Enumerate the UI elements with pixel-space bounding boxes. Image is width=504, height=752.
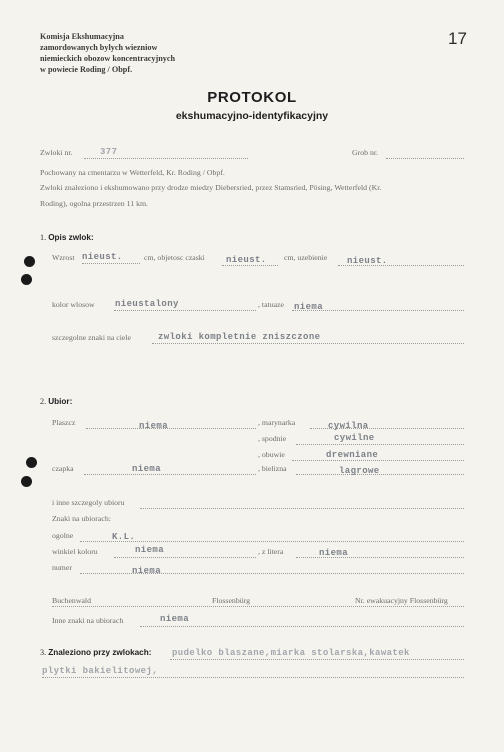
czapka-value: niema [132, 464, 162, 474]
winkiel-line [114, 557, 256, 558]
kolor-label: kolor wlosow [52, 300, 95, 309]
org-line-1: Komisja Ekshumacyjna [40, 32, 124, 41]
tatuaze-label: , tatuaze [258, 300, 284, 309]
litera-value: niema [319, 548, 349, 558]
section-2-heading [40, 397, 72, 406]
spodnie-value: cywilne [334, 433, 375, 443]
ewakuacyjny-label: Nr. ewakuacyjny Flossenbürg [355, 596, 448, 605]
znaki-ciele-label: szczegolne znaki na ciele [52, 333, 132, 342]
section-3-number: 3. [40, 648, 47, 657]
pochowany-text: Pochowany na cmentarzu w Wetterfeld, Kr. Roding / Obpf. [40, 168, 225, 177]
punch-hole-bottom-lower [21, 476, 32, 487]
flossenburg-label: Flossenbürg [212, 596, 250, 605]
marynarka-label: , marynarka [258, 418, 296, 427]
plaszcz-label: Plaszcz [52, 418, 76, 427]
czaszka-value: nieust. [226, 255, 267, 265]
tatuaze-value: niema [294, 302, 324, 312]
obuwie-line [292, 460, 464, 461]
section-1-title: Opis zwlok: [48, 233, 94, 242]
wzrost-value: nieust. [82, 252, 123, 262]
bielizna-line [296, 474, 464, 475]
ogolne-line [80, 541, 464, 542]
inne-znaki-value: niema [160, 614, 190, 624]
znaki-ciele-value: zwloki kompletnie zniszczone [158, 332, 321, 342]
section-3-line-1 [170, 659, 464, 660]
obuwie-label: , obuwie [258, 450, 285, 459]
ogolne-value: K.L. [112, 532, 136, 542]
punch-hole-top-lower [21, 274, 32, 285]
uzebienie-value: nieust. [347, 256, 388, 266]
cm-uzebienie-label: cm, uzebienie [284, 253, 328, 262]
znaki-ciele-line [152, 343, 464, 344]
zwloki-label: Zwloki nr. [40, 148, 73, 157]
litera-label: , z litera [258, 547, 284, 556]
inne-szczegoly-line [140, 508, 464, 509]
page-subtitle: ekshumacyjno-identyfikacyjny [175, 110, 329, 122]
buchenwald-line [52, 606, 464, 607]
plaszcz-value: niema [139, 421, 169, 431]
marynarka-value: cywilna [328, 421, 369, 431]
org-line-2: zamordowanych bylych wiezniow [40, 43, 158, 52]
bielizna-label: , bielizna [258, 464, 287, 473]
grob-line [386, 158, 464, 159]
page-title: PROTOKOL [207, 89, 297, 106]
obuwie-value: drewniane [326, 450, 379, 460]
section-2-title: Ubior: [48, 397, 73, 406]
inne-szczegoly-label: i inne szczegoly ubioru [52, 498, 125, 507]
zwloki-line [84, 158, 248, 159]
section-2-number: 2. [40, 397, 47, 406]
section-3-title: Znaleziono przy zwlokach: [48, 648, 152, 657]
spodnie-label: , spodnie [258, 434, 287, 443]
zwloki-value: 377 [100, 147, 118, 157]
czapka-line [84, 474, 256, 475]
section-3-line-2 [42, 677, 464, 678]
kolor-line [114, 310, 256, 311]
czapka-label: czapka [52, 464, 74, 473]
cm-objetosc-label: cm, objetosc czaski [144, 253, 205, 262]
numer-label: numer [52, 563, 72, 572]
section-3-value-line1: pudelko blaszane,miarka stolarska,kawatek [172, 648, 410, 658]
punch-hole-top [24, 256, 35, 267]
znaki-ubiorach-label: Znaki na ubiorach: [52, 514, 111, 523]
inne-znaki-label: Inne znaki na ubiorach [52, 616, 124, 625]
spodnie-line [296, 444, 464, 445]
wzrost-label: Wzrost [52, 253, 75, 262]
inne-znaki-line [140, 626, 464, 627]
org-line-3: niemieckich obozow koncentracyjnych [40, 54, 176, 63]
wzrost-line [82, 263, 140, 264]
org-line-4: w powiecie Roding / Obpf. [40, 65, 133, 74]
page-number: 17 [448, 29, 467, 48]
section-1-number: 1. [40, 233, 47, 242]
section-3-value-line2: plytki bakielitowej, [42, 666, 159, 676]
winkiel-label: winkiel koloru [52, 547, 98, 556]
plaszcz-line [86, 428, 256, 429]
znaleziono-text-line2: Roding), ogolna przestrzen 11 km. [40, 199, 148, 208]
bielizna-value: lagrowe [339, 466, 380, 476]
kolor-value: nieustalony [115, 299, 179, 309]
section-1-heading [40, 233, 94, 242]
punch-hole-bottom [26, 457, 37, 468]
grob-label: Grob nr. [352, 148, 378, 157]
buchenwald-label: Buchenwald [52, 596, 91, 605]
winkiel-value: niema [135, 545, 165, 555]
section-3-heading [40, 648, 151, 657]
czaszka-line [222, 265, 278, 266]
numer-value: niema [132, 566, 162, 576]
ogolne-label: ogolne [52, 531, 74, 540]
znaleziono-text-line1: Zwloki znaleziono i ekshumowano przy drodze miedzy Diebersried, przez Stamsried, Pösing, Wetterfeld (Kr. [40, 183, 382, 192]
